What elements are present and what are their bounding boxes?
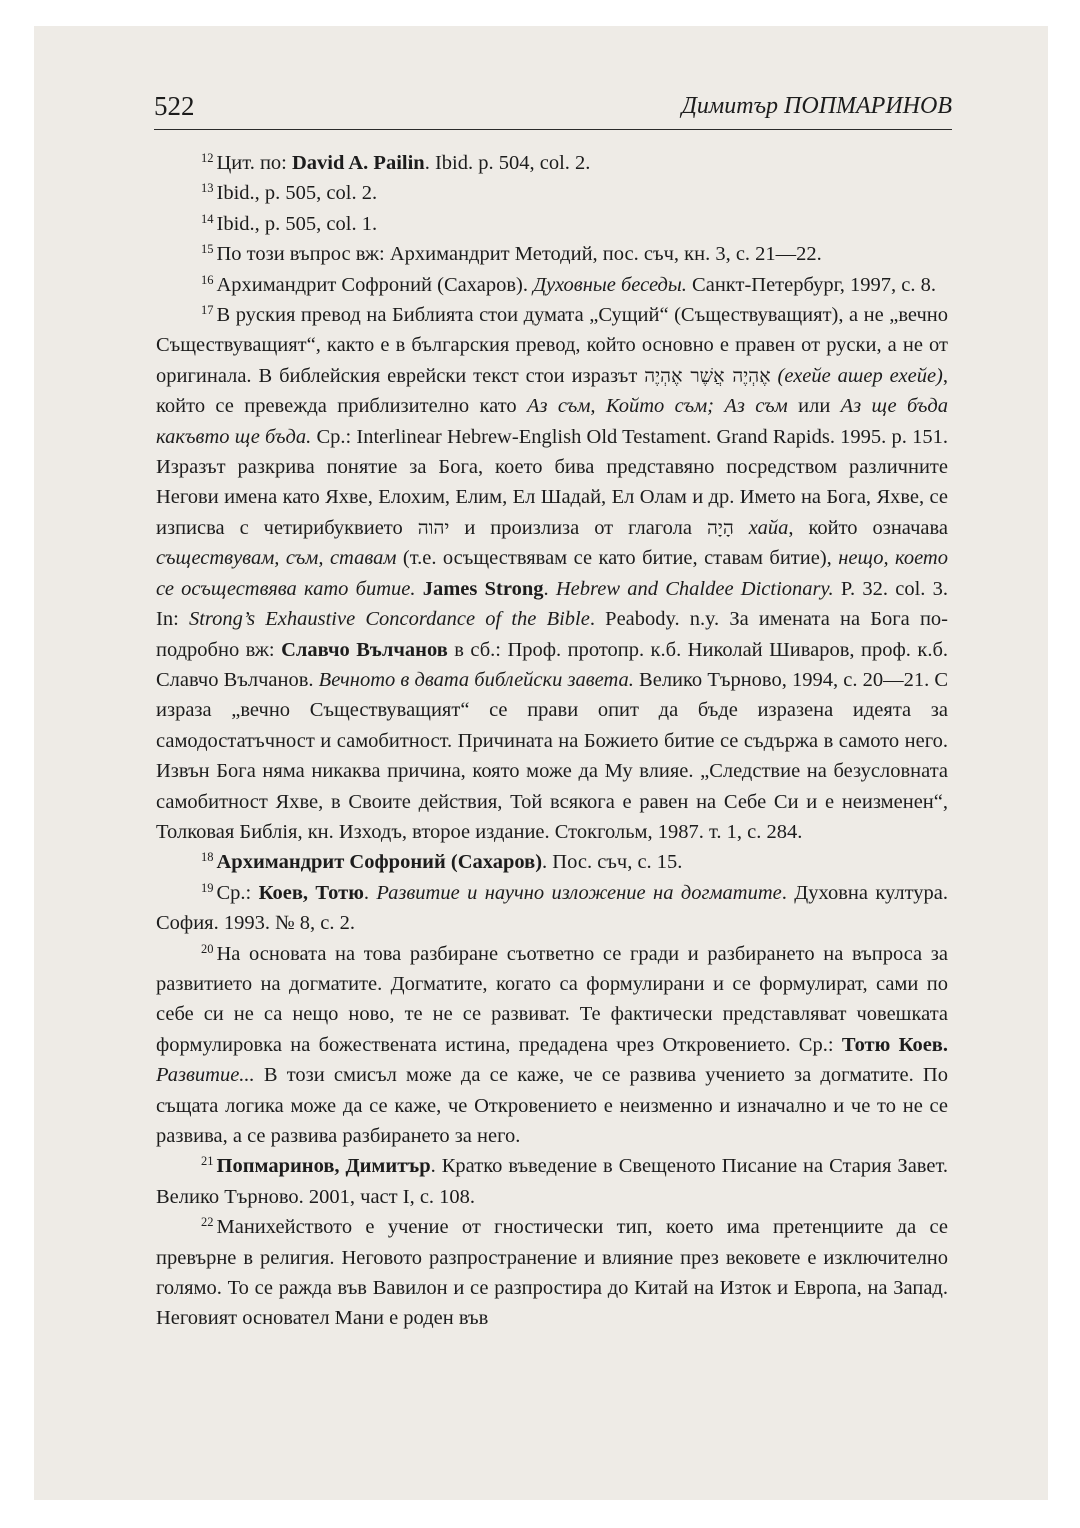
footnotes-block <box>156 148 948 1334</box>
cited-author: Славчо Вълчанов <box>281 638 448 661</box>
footnote-number: 19 <box>201 880 214 895</box>
footnote-number: 15 <box>201 242 214 257</box>
text: . Кратко въведение в Свещеното Писание на Стария Завет. Велико Търново. 2001, част I, с. 108. <box>156 1155 948 1208</box>
footnote-number: 14 <box>201 211 214 226</box>
footnote-22 <box>156 1212 948 1334</box>
footnote-number: 12 <box>201 151 214 165</box>
cited-author: James Strong <box>422 577 544 600</box>
footnote-number: 17 <box>201 303 214 318</box>
meaning: нещо, което се осъществява като битие. <box>156 547 948 600</box>
text: Ср.: Interlinear Hebrew-English Old Testament. Grand Rapids. 1995. p. 151. Изразът разкрива понятие за Бога, което бива представяно посредством различните Негови имена като Яхве, Елохим, Елим, Ел Шадай, Ел Олам и др. Името на Бога, Яхве, се изписва с четирибуквието <box>156 425 948 539</box>
text: Ср.: <box>216 881 259 904</box>
tetragrammaton: יהוה <box>417 516 450 539</box>
footnote-20 <box>156 939 948 1152</box>
text: В този смисъл може да се каже, че се развива учението за догматите. По същата логика може да се каже, че Откровението е неизменно и изначално и че то не се развива, а се развива разбирането за него. <box>156 1064 948 1147</box>
text: , който означава <box>788 516 948 539</box>
page-number: 522 <box>154 91 195 121</box>
footnote-13 <box>156 178 948 208</box>
footnote-number: 16 <box>201 272 214 287</box>
footnote-number: 18 <box>201 850 214 865</box>
text: P. 32. col. 3. In: <box>156 577 949 631</box>
cited-author: Попмаринов, Димитър <box>216 1155 431 1178</box>
footnote-14 <box>156 209 948 239</box>
book-title: Вечното в двата библейски завета. <box>318 668 634 691</box>
footnote-number: 20 <box>201 941 214 956</box>
cited-author: David A. Pailin <box>291 152 425 174</box>
footnote-17 <box>156 300 948 847</box>
hebrew-phrase: אֶהְיֶה אֲשֶׁר אֶהְיֶה <box>644 364 771 387</box>
text: Архимандрит Софроний (Сахаров). <box>216 273 534 296</box>
text: В руския превод на Библията стои думата „Сущий“ (Съществуващият), а не „вечно Съществуващият“, както е в българския превод, който основно е правен от руски, а не от оригинала. В библейския еврейски текст стои изразът <box>156 304 948 387</box>
book-title: Духовные беседы. <box>533 273 687 296</box>
cited-author: Коев, Тотю <box>258 881 364 904</box>
transliteration: хайа <box>733 516 789 539</box>
text: . Ibid. p. 504, col. 2. <box>424 152 591 174</box>
text: . Духовна култура. София. 1993. № 8, с. 2. <box>156 881 949 935</box>
footnote-number: 21 <box>201 1154 214 1169</box>
text: Ibid., p. 505, col. 1. <box>216 212 378 235</box>
running-head: Димитър ПОПМАРИНОВ <box>681 93 952 119</box>
text: Санкт-Петербург, 1997, с. 8. <box>686 273 936 296</box>
book-title: Развитие... <box>156 1064 255 1087</box>
text: . Пос. съч, с. 15. <box>542 851 683 874</box>
footnote-number: 13 <box>201 181 214 196</box>
rendering: Аз ще бъда какъвто ще бъда. <box>156 395 948 448</box>
footnote-12 <box>156 148 948 178</box>
text: Цит. по: <box>216 152 292 174</box>
text <box>415 578 422 600</box>
footnote-19 <box>156 878 948 939</box>
text: По този въпрос вж: Архимандрит Методий, пос. съч, кн. 3, с. 21—22. <box>216 243 822 266</box>
text: или <box>787 395 841 418</box>
text: . <box>543 577 556 600</box>
book-title: Hebrew and Chaldee Dictionary. <box>555 577 834 600</box>
footnote-21 <box>156 1151 948 1212</box>
text: Манихейството е учение от гностически тип, което има претенциите да се превърне в религия. Неговото разпространение и влияние през вековете е изключително голямо. То се ражда във Вавилон и се разпростира до Китай на Изток и Европа, на Запад. Неговият основател Мани е роден във <box>156 1216 948 1330</box>
text: На основата на това разбиране съответно се гради и разбирането на въпроса за развитието на догматите. Догматите, когато са формулирани и се формулират, сами по себе си не са нещо ново, те не се развиват. Те фактически представляват човешката формулировка на божествената истина, предадена чрез Откровението. Ср.: <box>156 942 948 1056</box>
footnote-16 <box>156 270 948 300</box>
book-title: Развитие и научно изложение на догматите <box>376 881 782 904</box>
footnote-15 <box>156 239 948 269</box>
page-header <box>154 91 952 130</box>
meaning: съществувам, съм, ставам <box>156 547 397 570</box>
transliteration: (ехейе ашер ехейе) <box>777 364 943 387</box>
text: . Peabody. n.y. За имената на Бога по-подробно вж: <box>156 608 949 661</box>
text: Ibid., p. 505, col. 2. <box>216 182 378 205</box>
text: (т.е. осъществявам се като битие, ставам битие), <box>396 547 839 570</box>
rendering: Аз съм, Който съм; Аз съм <box>526 395 788 418</box>
book-title: Strong’s Exhaustive Concordance of the Bible <box>188 608 590 631</box>
hebrew-verb: הָיָה <box>706 516 734 539</box>
cited-author: Архимандрит Софроний (Сахаров) <box>216 851 543 874</box>
footnote-number: 22 <box>201 1215 214 1230</box>
text: , който се превежда приблизително като <box>156 364 949 418</box>
text: Велико Търново, 1994, с. 20—21. С израза „вечно Съществуващият“ се прави опит да бъде изразена идеята за самодостатъчност и самобитност. Причината на Божието битие се съдържа в самото него. Извън Бога няма никаква причина, която може да Му влияе. „Следствие на безусловната самобитност Яхве, в Своите действия, Той всякога е равен на Себе Си и е неизменен“, Толковая Библія, кн. Изходъ, второе издание. Стокгольм, 1987. т. 1, с. 284. <box>156 668 949 843</box>
text: в сб.: Проф. протопр. к.б. Николай Шиваров, проф. к.б. Славчо Вълчанов. <box>156 638 949 691</box>
text: . <box>363 881 377 904</box>
text: и произлиза от глагола <box>449 516 707 539</box>
footnote-18 <box>156 847 948 877</box>
cited-author: Тотю Коев. <box>841 1033 948 1056</box>
